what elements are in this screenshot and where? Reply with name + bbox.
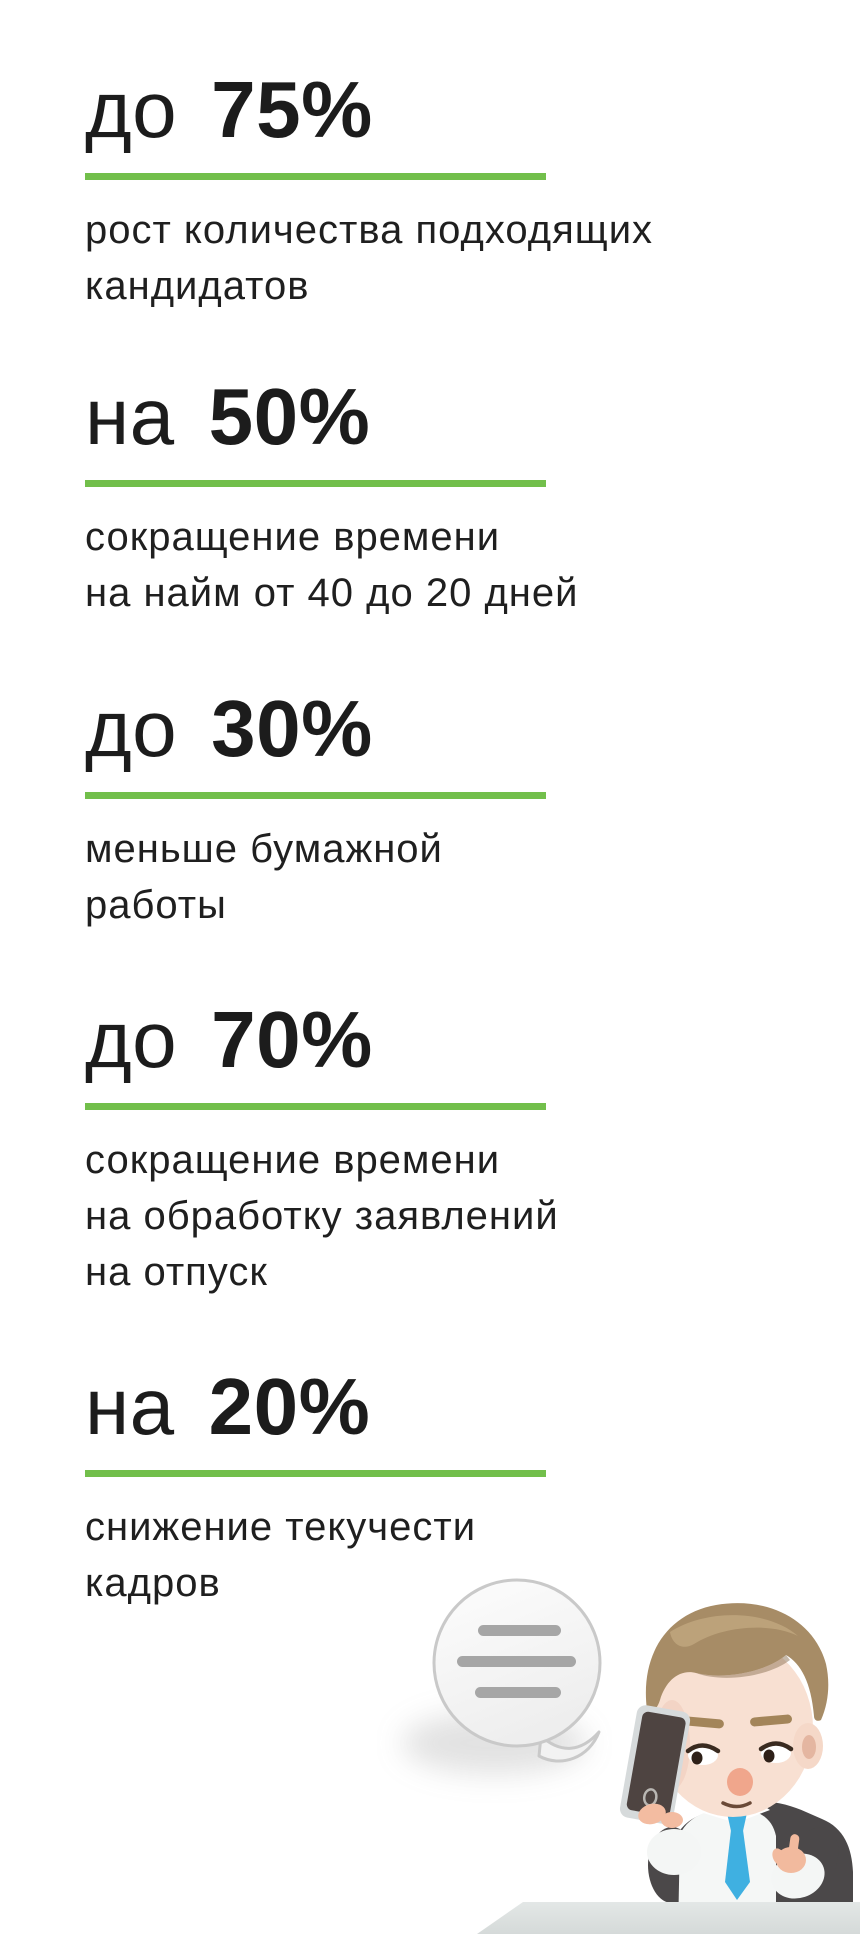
bubble-text-line bbox=[475, 1687, 561, 1698]
green-underline bbox=[85, 1470, 546, 1477]
description-line: снижение текучести bbox=[85, 1505, 477, 1549]
bubble-text-line bbox=[457, 1656, 576, 1667]
stat-prefix: на bbox=[85, 372, 175, 461]
bubble-text-line bbox=[478, 1625, 561, 1636]
green-underline bbox=[85, 1103, 546, 1110]
stat-description bbox=[85, 509, 578, 621]
stat-description bbox=[85, 821, 546, 933]
stat-section-4 bbox=[85, 995, 559, 1300]
green-underline bbox=[85, 792, 546, 799]
stat-value: 30% bbox=[211, 684, 373, 773]
stat-prefix: до bbox=[85, 684, 178, 773]
stat-section-2 bbox=[85, 372, 579, 621]
description-line: сокращение времени bbox=[85, 1138, 501, 1182]
description-line: на обработку заявлений bbox=[85, 1194, 559, 1238]
stat-value: 75% bbox=[211, 65, 373, 154]
description-line: на найм от 40 до 20 дней bbox=[85, 571, 579, 615]
description-line: кадров bbox=[85, 1561, 221, 1605]
stat-description bbox=[85, 1132, 559, 1300]
nose bbox=[727, 1768, 753, 1796]
stat-headline bbox=[85, 684, 546, 773]
green-underline bbox=[85, 480, 546, 487]
stat-section-3 bbox=[85, 684, 546, 933]
stat-prefix: до bbox=[85, 995, 178, 1084]
stat-prefix: на bbox=[85, 1362, 175, 1451]
stat-value: 50% bbox=[208, 372, 371, 461]
stat-headline bbox=[85, 1362, 546, 1451]
stat-prefix: до bbox=[85, 65, 178, 154]
stat-description bbox=[85, 202, 653, 314]
stat-section-1 bbox=[85, 65, 654, 314]
stat-headline bbox=[85, 372, 578, 461]
description-line: работы bbox=[85, 883, 227, 927]
description-line: кандидатов bbox=[85, 264, 310, 308]
description-line: меньше бумажной bbox=[85, 827, 443, 871]
stat-value: 70% bbox=[211, 995, 373, 1084]
stat-headline bbox=[85, 995, 559, 1084]
desk-surface bbox=[470, 1900, 860, 1934]
description-line: на отпуск bbox=[85, 1250, 268, 1294]
description-line: сокращение времени bbox=[85, 515, 501, 559]
stat-headline bbox=[85, 65, 653, 154]
green-underline bbox=[85, 173, 546, 180]
stat-value: 20% bbox=[208, 1362, 371, 1451]
businessman-character bbox=[600, 1560, 860, 1934]
speech-bubble-icon bbox=[395, 1560, 615, 1770]
description-line: рост количества подходящих bbox=[85, 208, 654, 252]
